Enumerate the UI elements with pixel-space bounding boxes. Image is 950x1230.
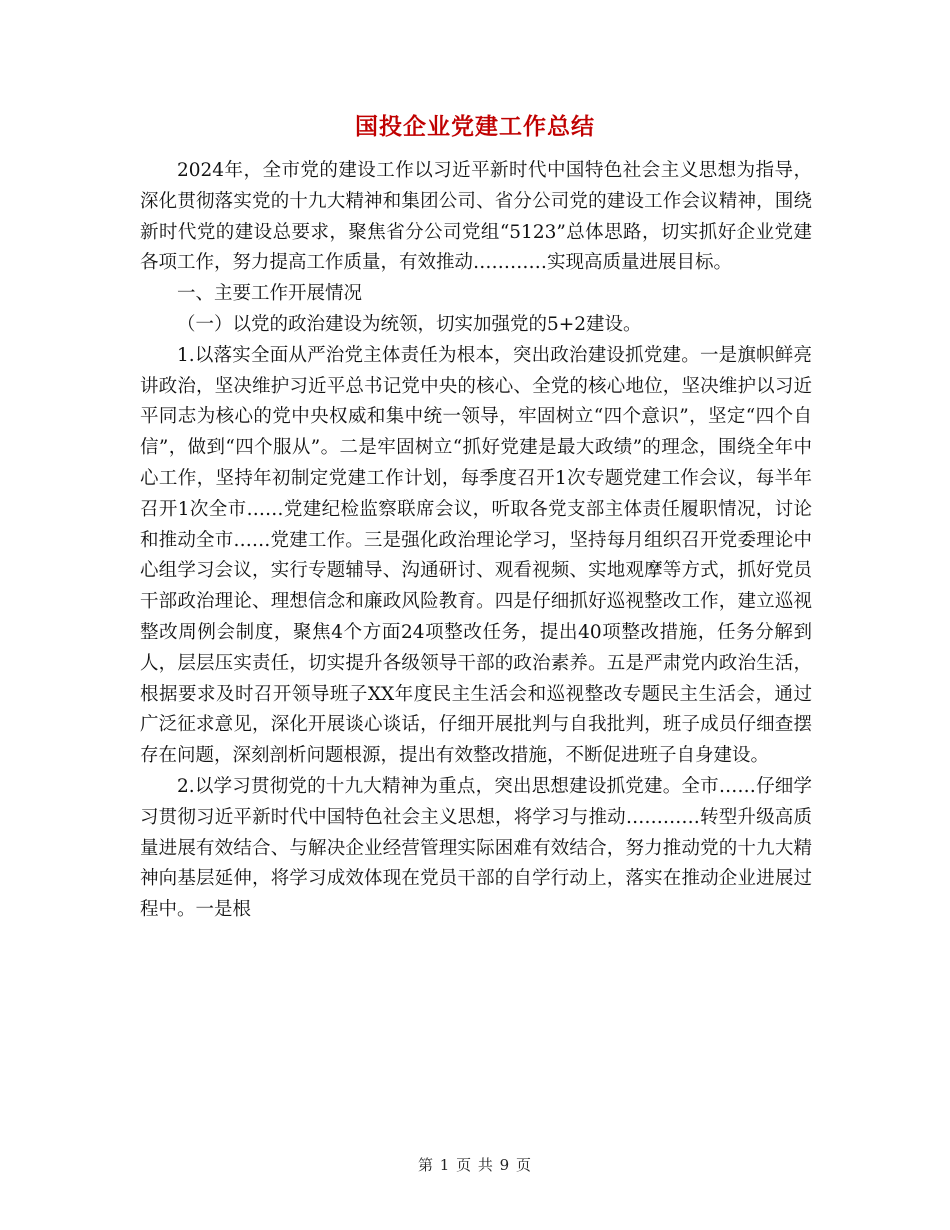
paragraph-intro: 2024年，全市党的建设工作以习近平新时代中国特色社会主义思想为指导，深化贯彻落实党的十九大精神和集团公司、省分公司党的建设工作会议精神，围绕新时代党的建设总要求，聚焦省分公司党组“5123”总体思路，切实抓好企业党建各项工作，努力提高工作质量，有效推动…………实现高质量进展目标。 <box>140 160 812 274</box>
document-body <box>140 156 812 926</box>
heading-section-1: 一、主要工作开展情况 <box>177 283 363 305</box>
paragraph-item-2: 2.以学习贯彻党的十九大精神为重点，突出思想建设抓党建。全市……仔细学习贯彻习近平新时代中国特色社会主义思想，将学习与推动…………转型升级高质量进展有效结合、与解决企业经营管理实际困难有效结合，努力推动党的十九大精神向基层延伸，将学习成效体现在党员干部的自学行动上，落实在推动企业进展过程中。一是根 <box>140 775 812 921</box>
document-title: 国投企业党建工作总结 <box>355 113 595 140</box>
page-number-footer: 第 1 页 共 9 页 <box>418 1156 532 1174</box>
heading-subsection-1: （一）以党的政治建设为统领，切实加强党的5+2建设。 <box>177 313 642 335</box>
paragraph-item-1: 1.以落实全面从严治党主体责任为根本，突出政治建设抓党建。一是旗帜鲜亮讲政治，坚决维护习近平总书记党中央的核心、全党的核心地位，坚决维护以习近平同志为核心的党中央权威和集中统一领导，牢固树立“四个意识”，坚定“四个自信”，做到“四个服从”。二是牢固树立“抓好党建是最大政绩”的理念，围绕全年中心工作，坚持年初制定党建工作计划，每季度召开1次专题党建工作会议，每半年召开1次全市……党建纪检监察联席会议，听取各党支部主体责任履职情况，讨论和推动全市……党建工作。三是强化政治理论学习，坚持每月组织召开党委理论中心组学习会议，实行专题辅导、沟通研讨、观看视频、实地观摩等方式，抓好党员干部政治理论、理想信念和廉政风险教育。四是仔细抓好巡视整改工作，建立巡视整改周例会制度，聚焦4个方面24项整改任务，提出40项整改措施，任务分解到人，层层压实责任，切实提升各级领导干部的政治素养。五是严肃党内政治生活，根据要求及时召开领导班子XX年度民主生活会和巡视整改专题民主生活会，通过广泛征求意见，深化开展谈心谈话，仔细开展批判与自我批判，班子成员仔细查摆存在问题，深刻剖析问题根源，提出有效整改措施，不断促进班子自身建设。 <box>140 344 812 767</box>
